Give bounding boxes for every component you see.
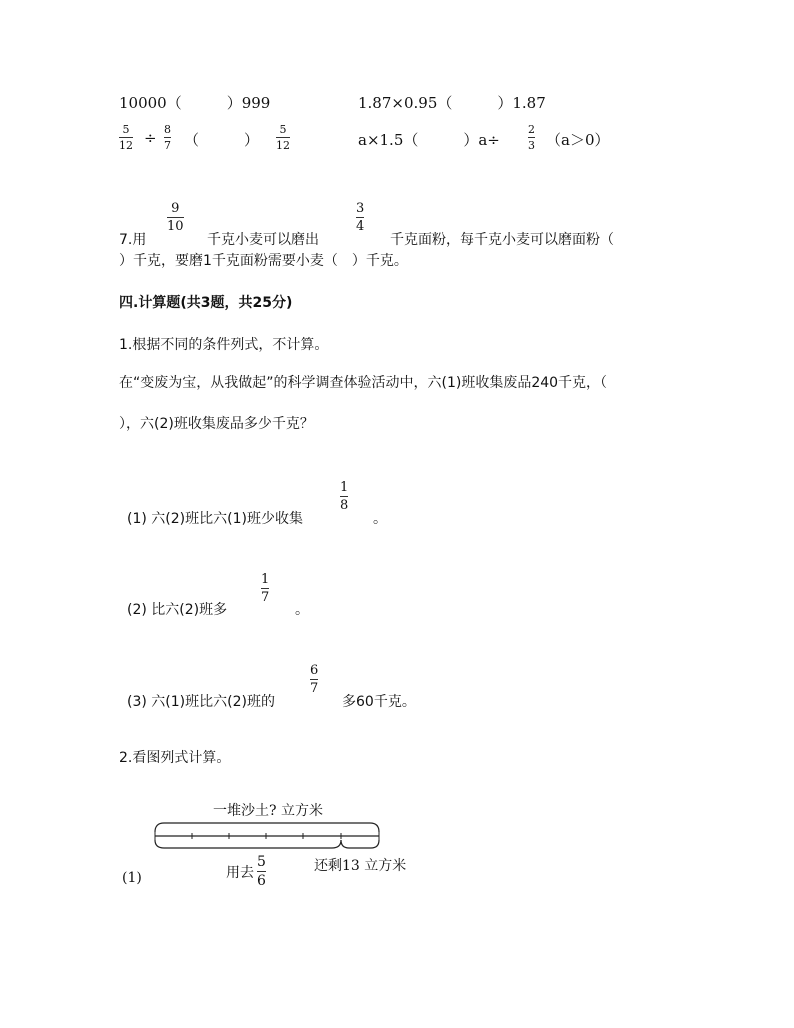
p1-condition-1-end: 。 xyxy=(373,511,387,527)
p2-sub-label: (1) xyxy=(122,870,142,886)
fraction-1-8 xyxy=(340,481,348,512)
numerator: 3 xyxy=(356,201,365,216)
top-brace xyxy=(155,823,379,832)
denominator: 8 xyxy=(340,498,349,513)
fraction-5-12-a xyxy=(119,124,133,151)
denominator: 6 xyxy=(257,873,266,889)
p1-condition-2-end: 。 xyxy=(295,602,309,618)
p1-condition-2: (2) 比六(2)班多 xyxy=(127,602,228,618)
denominator: 10 xyxy=(167,219,184,234)
numerator: 2 xyxy=(528,123,535,136)
p1-condition-3: (3) 六(1)班比六(2)班的 xyxy=(127,694,275,710)
q7-suffix: 千克面粉，每千克小麦可以磨面粉（ xyxy=(390,232,614,248)
remain-label: 还剩13 立方米 xyxy=(314,858,407,874)
section-title: 四.计算题(共3题，共25分) xyxy=(119,295,293,311)
fraction-5-12-b xyxy=(276,124,290,151)
numerator: 6 xyxy=(310,663,319,678)
denominator: 4 xyxy=(356,219,365,234)
denominator: 7 xyxy=(310,681,319,696)
p1-title: 1.根据不同的条件列式，不计算。 xyxy=(119,337,329,353)
used-label: 用去 xyxy=(226,865,254,881)
divide-sign: ÷ xyxy=(144,129,157,147)
q7-line2: ）千克，要磨1千克面粉需要小麦（ ）千克。 xyxy=(119,253,408,269)
fraction-9-10 xyxy=(167,202,184,233)
numerator: 1 xyxy=(261,572,270,587)
q7-mid: 千克小麦可以磨出 xyxy=(207,232,319,248)
fraction-6-7 xyxy=(310,664,318,695)
compare-row2-paren: （ ） xyxy=(184,131,260,149)
p1-condition-1: (1) 六(2)班比六(1)班少收集 xyxy=(127,511,303,527)
fraction-2-3 xyxy=(528,124,535,151)
p1-stem-line1: 在“变废为宝，从我做起”的科学调查体验活动中，六(1)班收集废品240千克，（ xyxy=(119,375,608,391)
denominator: 7 xyxy=(261,590,270,605)
numerator: 1 xyxy=(340,480,349,495)
p1-stem-line2: ），六(2)班收集废品多少千克？ xyxy=(119,416,314,432)
denominator: 12 xyxy=(119,139,133,152)
denominator: 12 xyxy=(276,139,290,152)
diagram-top-label: 一堆沙土? 立方米 xyxy=(213,803,323,819)
fraction-3-4 xyxy=(356,202,364,233)
numerator: 5 xyxy=(279,123,287,136)
used-brace xyxy=(155,840,341,848)
compare-row1-left: 10000（ ）999 xyxy=(119,94,271,112)
p1-condition-3-end: 多60千克。 xyxy=(342,694,416,710)
compare-row2-right-a: a×1.5（ ）a÷ xyxy=(358,131,500,149)
denominator: 3 xyxy=(528,139,535,152)
numerator: 5 xyxy=(257,854,266,870)
line-segment-diagram xyxy=(150,818,385,856)
denominator: 7 xyxy=(164,139,171,152)
numerator: 9 xyxy=(171,201,180,216)
remain-brace xyxy=(341,840,379,848)
q7-prefix: 7.用 xyxy=(119,232,147,248)
numerator: 8 xyxy=(164,123,171,136)
fraction-1-7 xyxy=(261,573,269,604)
fraction-5-6 xyxy=(257,855,266,888)
p2-title: 2.看图列式计算。 xyxy=(119,750,231,766)
numerator: 5 xyxy=(122,123,130,136)
fraction-8-7 xyxy=(164,124,171,151)
compare-row2-right-b: （a＞0） xyxy=(546,131,610,149)
compare-row1-right: 1.87×0.95（ ）1.87 xyxy=(358,94,546,112)
